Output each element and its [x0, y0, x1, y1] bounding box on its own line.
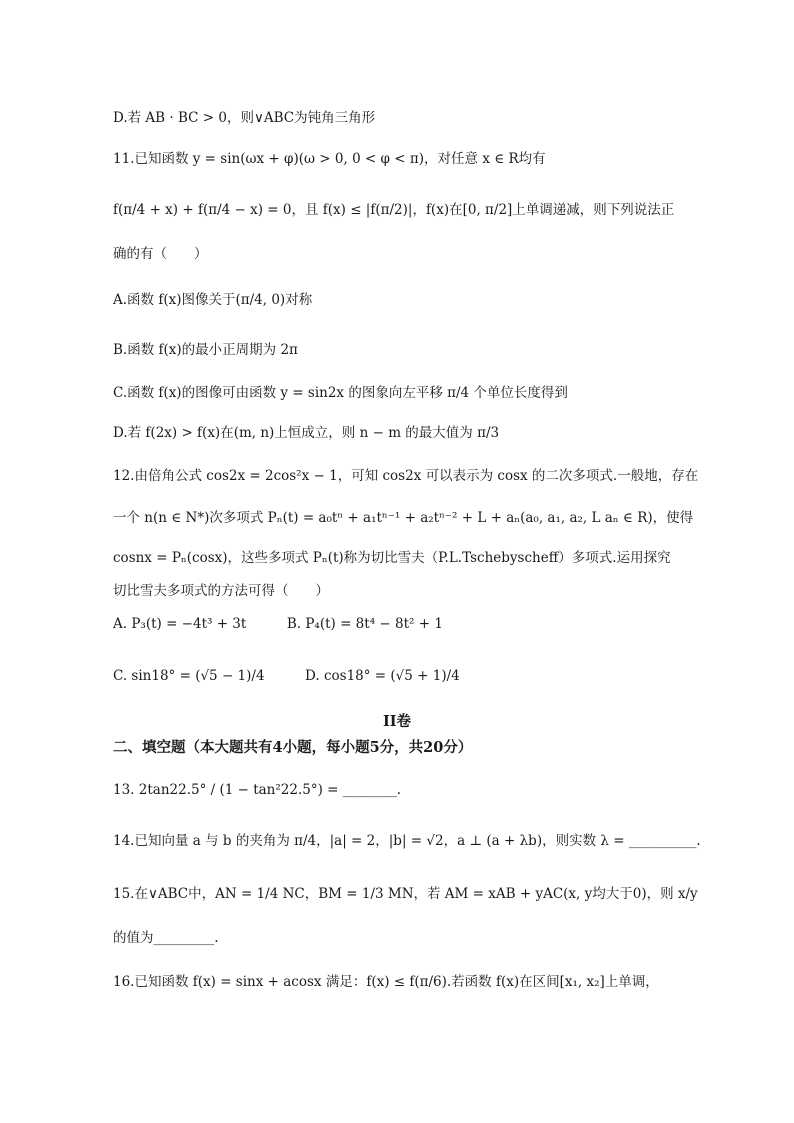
q11-stem: 11.已知函数 y = sin(ωx + φ)(ω > 0, 0 < φ < π)，对任意 x ∈ R均有 — [113, 151, 546, 167]
q12-stem: 12.由倍角公式 cos2x = 2cos²x − 1，可知 cos2x 可以表示为 cosx 的二次多项式.一般地，存在 — [113, 468, 699, 484]
q12-options-cd: C. sin18° = (√5 − 1)/4 D. cos18° = (√5 + 1)/4 — [113, 668, 460, 684]
q11-prompt: 确的有（ ） — [113, 246, 208, 262]
q12-polynomial: 一个 n(n ∈ N*)次多项式 Pₙ(t) = a₀tⁿ + a₁tⁿ⁻¹ + a₂tⁿ⁻² + L + aₙ(a₀, a₁, a₂, L aₙ ∈ R)，使得 — [113, 510, 694, 526]
q10-option-d: D.若 AB · BC > 0，则∨ABC为钝角三角形 — [113, 110, 376, 126]
q11-option-d: D.若 f(2x) > f(x)在(m, n)上恒成立，则 n − m 的最大值为 π/3 — [113, 425, 500, 441]
q13: 13. 2tan22.5° / (1 − tan²22.5°) = ________. — [113, 782, 402, 798]
section-heading: 二、填空题（本大题共有4小题，每小题5分，共20分） — [113, 739, 473, 756]
q12-definition: cosnx = Pₙ(cosx)，这些多项式 Pₙ(t)称为切比雪夫（P.L.Tschebyscheff）多项式.运用探究 — [113, 550, 671, 566]
q11-option-c: C.函数 f(x)的图像可由函数 y = sin2x 的图象向左平移 π/4 个单位长度得到 — [113, 385, 568, 401]
q14: 14.已知向量 a 与 b 的夹角为 π/4，|a| = 2，|b| = √2，a ⊥ (a + λb)，则实数 λ = __________. — [113, 833, 701, 849]
q12-options-ab: A. P₃(t) = −4t³ + 3t B. P₄(t) = 8t⁴ − 8t² + 1 — [113, 616, 443, 632]
q11-condition: f(π/4 + x) + f(π/4 − x) = 0，且 f(x) ≤ |f(π/2)|，f(x)在[0, π/2]上单调递减，则下列说法正 — [113, 202, 675, 218]
q11-option-b: B.函数 f(x)的最小正周期为 2π — [113, 342, 298, 358]
section-title: II卷 — [382, 713, 412, 730]
q11-option-a: A.函数 f(x)图像关于(π/4, 0)对称 — [113, 292, 313, 308]
q15-answer: 的值为_________. — [113, 930, 219, 946]
q15-stem: 15.在∨ABC中，AN = 1/4 NC，BM = 1/3 MN，若 AM = xAB + yAC(x, y均大于0)，则 x/y — [113, 886, 698, 902]
q16-stem: 16.已知函数 f(x) = sinx + acosx 满足：f(x) ≤ f(π/6).若函数 f(x)在区间[x₁, x₂]上单调， — [113, 974, 659, 990]
q12-prompt: 切比雪夫多项式的方法可得（ ） — [113, 583, 329, 599]
